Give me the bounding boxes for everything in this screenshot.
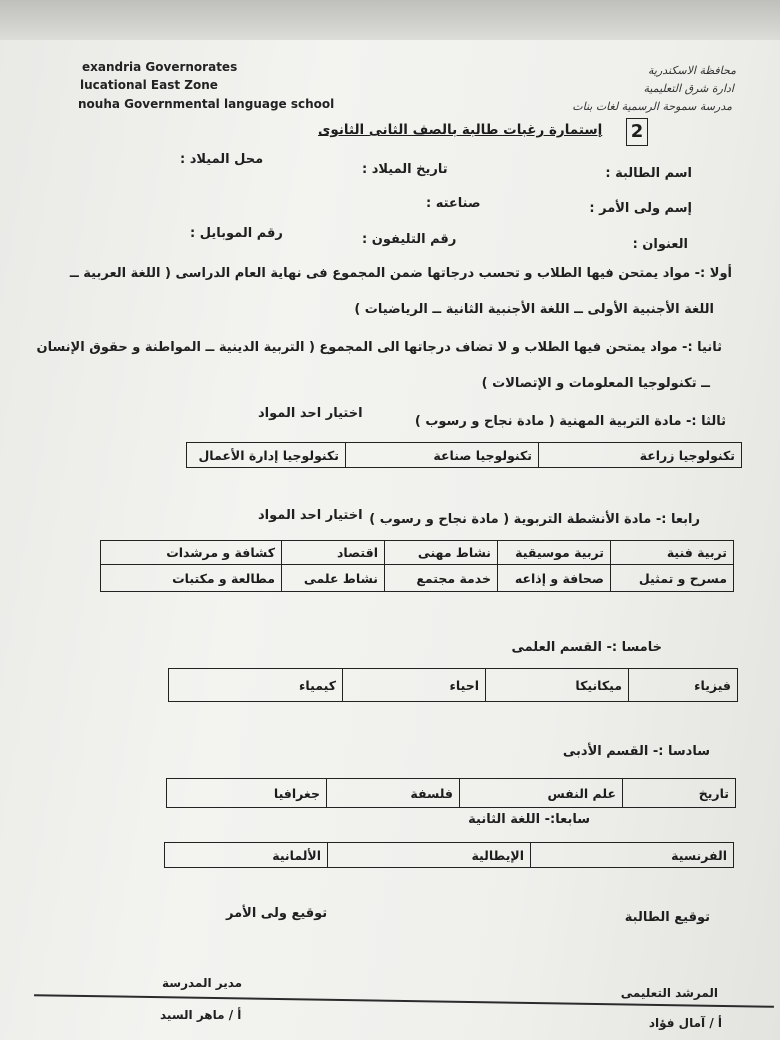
option-chemistry[interactable]: كيمياء — [169, 669, 343, 702]
table-second-language — [164, 842, 734, 868]
option-science-activity[interactable]: نشاط علمى — [282, 565, 385, 592]
option-history[interactable]: تاريخ — [623, 779, 736, 808]
principal-title: مدير المدرسة — [162, 976, 243, 990]
header-en-line-2: lucational East Zone — [80, 78, 218, 92]
signature-guardian: توقيع ولى الأمر — [226, 906, 328, 921]
section-second-line-1: ثانيا :- مواد يمتحن فيها الطلاب و لا تضاف درجاتها الى المجموع ( التربية الدينية ــ المواطنة و حقوق الإنسان — [36, 340, 722, 355]
option-music[interactable]: تربية موسيقية — [498, 541, 611, 565]
option-industry-tech[interactable]: تكنولوجيا صناعة — [346, 443, 539, 468]
section-second-line-2: ــ تكنولوجيا المعلومات و الإتصالات ) — [481, 376, 710, 391]
table-vocational — [186, 442, 742, 468]
header-en-line-3: nouha Governmental language school — [78, 97, 335, 111]
counselor-name: أ / آمال فؤاد — [648, 1016, 722, 1030]
form-number-box: 2 — [626, 118, 648, 146]
header-ar-line-1: محافظة الاسكندرية — [647, 64, 736, 77]
header-en-line-1: exandria Governorates — [82, 60, 238, 74]
section-third-label: ثالثا :- مادة التربية المهنية ( مادة نجاح و رسوب ) — [414, 414, 726, 429]
option-economics[interactable]: اقتصاد — [282, 541, 385, 565]
table-activities — [100, 540, 734, 592]
section-fourth-label: رابعا :- مادة الأنشطة التربوية ( مادة نجاح و رسوب ) — [369, 512, 700, 527]
principal-name: أ / ماهر السيد — [160, 1008, 242, 1022]
option-business-tech[interactable]: تكنولوجيا إدارة الأعمال — [187, 443, 346, 468]
option-philosophy[interactable]: فلسفة — [327, 779, 460, 808]
field-phone: رقم التليفون : — [362, 232, 457, 247]
option-geography[interactable]: جغرافيا — [167, 779, 327, 808]
field-birth-date: تاريخ الميلاد : — [362, 162, 448, 177]
field-birth-place: محل الميلاد : — [180, 152, 264, 167]
option-reading-library[interactable]: مطالعة و مكتبات — [101, 565, 282, 592]
field-mobile: رقم الموبايل : — [190, 226, 283, 241]
counselor-title: المرشد التعليمى — [620, 986, 718, 1000]
option-physics[interactable]: فيزياء — [629, 669, 738, 702]
option-italian[interactable]: الإيطالية — [328, 843, 531, 868]
form-title: إستمارة رغبات طالبة بالصف الثانى الثانوى — [318, 122, 603, 138]
option-psychology[interactable]: علم النفس — [460, 779, 623, 808]
section-fifth-label: خامسا :- القسم العلمى — [511, 640, 662, 655]
section-first-line-2: اللغة الأجنبية الأولى ــ اللغة الأجنبية الثانية ــ الرياضيات ) — [354, 302, 714, 317]
section-sixth-label: سادسا :- القسم الأدبى — [562, 744, 710, 759]
option-community-service[interactable]: خدمة مجتمع — [385, 565, 498, 592]
section-fourth-choose: اختيار احد المواد — [258, 508, 363, 523]
option-mechanics[interactable]: ميكانيكا — [486, 669, 629, 702]
option-biology[interactable]: احياء — [343, 669, 486, 702]
table-science — [168, 668, 738, 702]
table-literary — [166, 778, 736, 808]
header-ar-line-3: مدرسة سموحة الرسمية لغات بنات — [572, 100, 732, 113]
option-scouts[interactable]: كشافة و مرشدات — [101, 541, 282, 565]
section-seventh-label: سابعا:- اللغة الثانية — [468, 812, 590, 827]
field-guardian-name: إسم ولى الأمر : — [589, 201, 692, 216]
field-student-name: اسم الطالبة : — [605, 166, 692, 181]
header-ar-line-2: ادارة شرق التعليمية — [643, 82, 734, 95]
option-art[interactable]: تربية فنية — [611, 541, 734, 565]
option-german[interactable]: الألمانية — [165, 843, 328, 868]
field-occupation: صناعته : — [426, 196, 481, 211]
option-agri-tech[interactable]: تكنولوجيا زراعة — [539, 443, 742, 468]
option-theater[interactable]: مسرح و تمثيل — [611, 565, 734, 592]
section-first-line-1: أولا :- مواد يمتحن فيها الطلاب و تحسب درجاتها ضمن المجموع فى نهاية العام الدراسى ( اللغة العربية ــ — [69, 266, 732, 281]
signature-student: توقيع الطالبة — [624, 910, 710, 925]
option-french[interactable]: الفرنسية — [531, 843, 734, 868]
section-third-choose: اختيار احد المواد — [258, 406, 363, 421]
field-address: العنوان : — [632, 237, 688, 252]
option-vocational-activity[interactable]: نشاط مهنى — [385, 541, 498, 565]
option-journalism[interactable]: صحافة و إذاعه — [498, 565, 611, 592]
